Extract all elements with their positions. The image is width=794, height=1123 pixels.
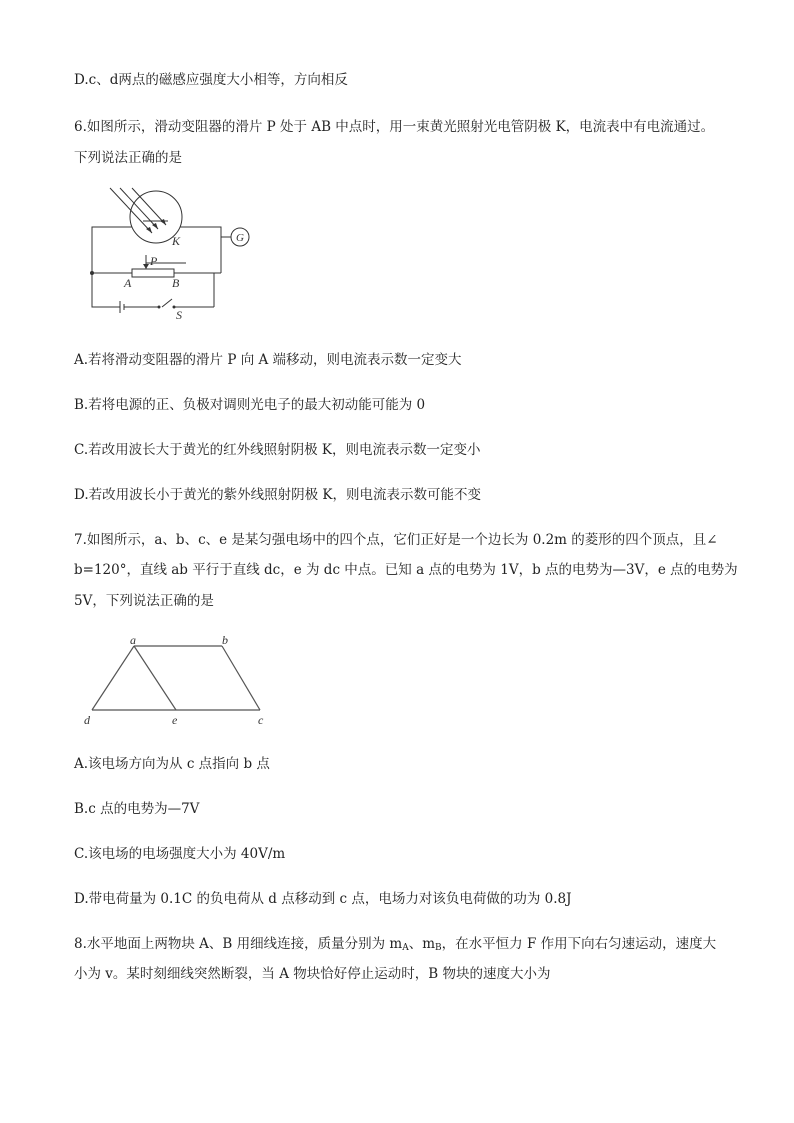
q8-sub-b: B xyxy=(435,943,442,953)
q7-option-d: D.带电荷量为 0.1C 的负电荷从 d 点移动到 c 点，电场力对该负电荷做的功为 0.8J xyxy=(74,891,572,907)
option-d-prev: D.c、d两点的磁感应强度大小相等，方向相反 xyxy=(74,72,348,88)
q6-option-c: C.若改用波长大于黄光的红外线照射阴极 K，则电流表示数一定变小 xyxy=(74,442,481,458)
question-8-stem xyxy=(74,932,716,953)
photoelectric-circuit-figure xyxy=(88,185,258,320)
rhombus-diagram xyxy=(82,628,272,728)
label-a: a xyxy=(130,633,136,647)
q6-option-d: D.若改用波长小于黄光的紫外线照射阴极 K，则电流表示数可能不变 xyxy=(74,487,482,503)
question-7-stem-2: b=120°，直线 ab 平行于直线 dc，e 为 dc 中点。已知 a 点的电势为 1V，b 点的电势为—3V，e 点的电势为 xyxy=(74,562,738,578)
rhombus-figure xyxy=(82,628,272,728)
label-d: d xyxy=(84,713,90,727)
question-8-stem-2: 小为 v。某时刻细线突然断裂，当 A 物块恰好停止运动时，B 物块的速度大小为 xyxy=(74,966,551,982)
label-P: P xyxy=(150,254,158,268)
label-S: S xyxy=(176,308,182,320)
label-A: A xyxy=(124,276,132,290)
label-B: B xyxy=(172,276,180,290)
q6-option-b: B.若将电源的正、负极对调则光电子的最大初动能可能为 0 xyxy=(74,397,426,413)
q8-text-3: ，在水平恒力 F 作用下向右匀速运动，速度大 xyxy=(441,936,717,952)
circuit-diagram xyxy=(88,185,258,320)
q7-option-b: B.c 点的电势为—7V xyxy=(74,801,200,817)
q8-text-2: 、m xyxy=(408,936,436,952)
label-c: c xyxy=(258,713,264,727)
q7-option-a: A.该电场方向为从 c 点指向 b 点 xyxy=(74,756,270,772)
question-6-stem: 6.如图所示，滑动变阻器的滑片 P 处于 AB 中点时，用一束黄光照射光电管阴极 K，电流表中有电流通过。 xyxy=(74,119,715,135)
q7-option-c: C.该电场的电场强度大小为 40V/m xyxy=(74,846,286,862)
label-e: e xyxy=(172,713,178,727)
question-7-stem-3: 5V，下列说法正确的是 xyxy=(74,593,214,609)
label-G: G xyxy=(236,232,244,244)
q8-text-1: 8.水平地面上两物块 A、B 用细线连接，质量分别为 m xyxy=(74,936,403,952)
label-K: K xyxy=(172,234,181,248)
q6-option-a: A.若将滑动变阻器的滑片 P 向 A 端移动，则电流表示数一定变大 xyxy=(74,352,462,368)
label-b: b xyxy=(222,633,228,647)
question-7-stem: 7.如图所示，a、b、c、e 是某匀强电场中的四个点，它们正好是一个边长为 0.2m 的菱形的四个顶点，且∠ xyxy=(74,532,718,548)
q8-sub-a: A xyxy=(402,943,409,953)
question-6-stem-cont: 下列说法正确的是 xyxy=(74,150,182,166)
